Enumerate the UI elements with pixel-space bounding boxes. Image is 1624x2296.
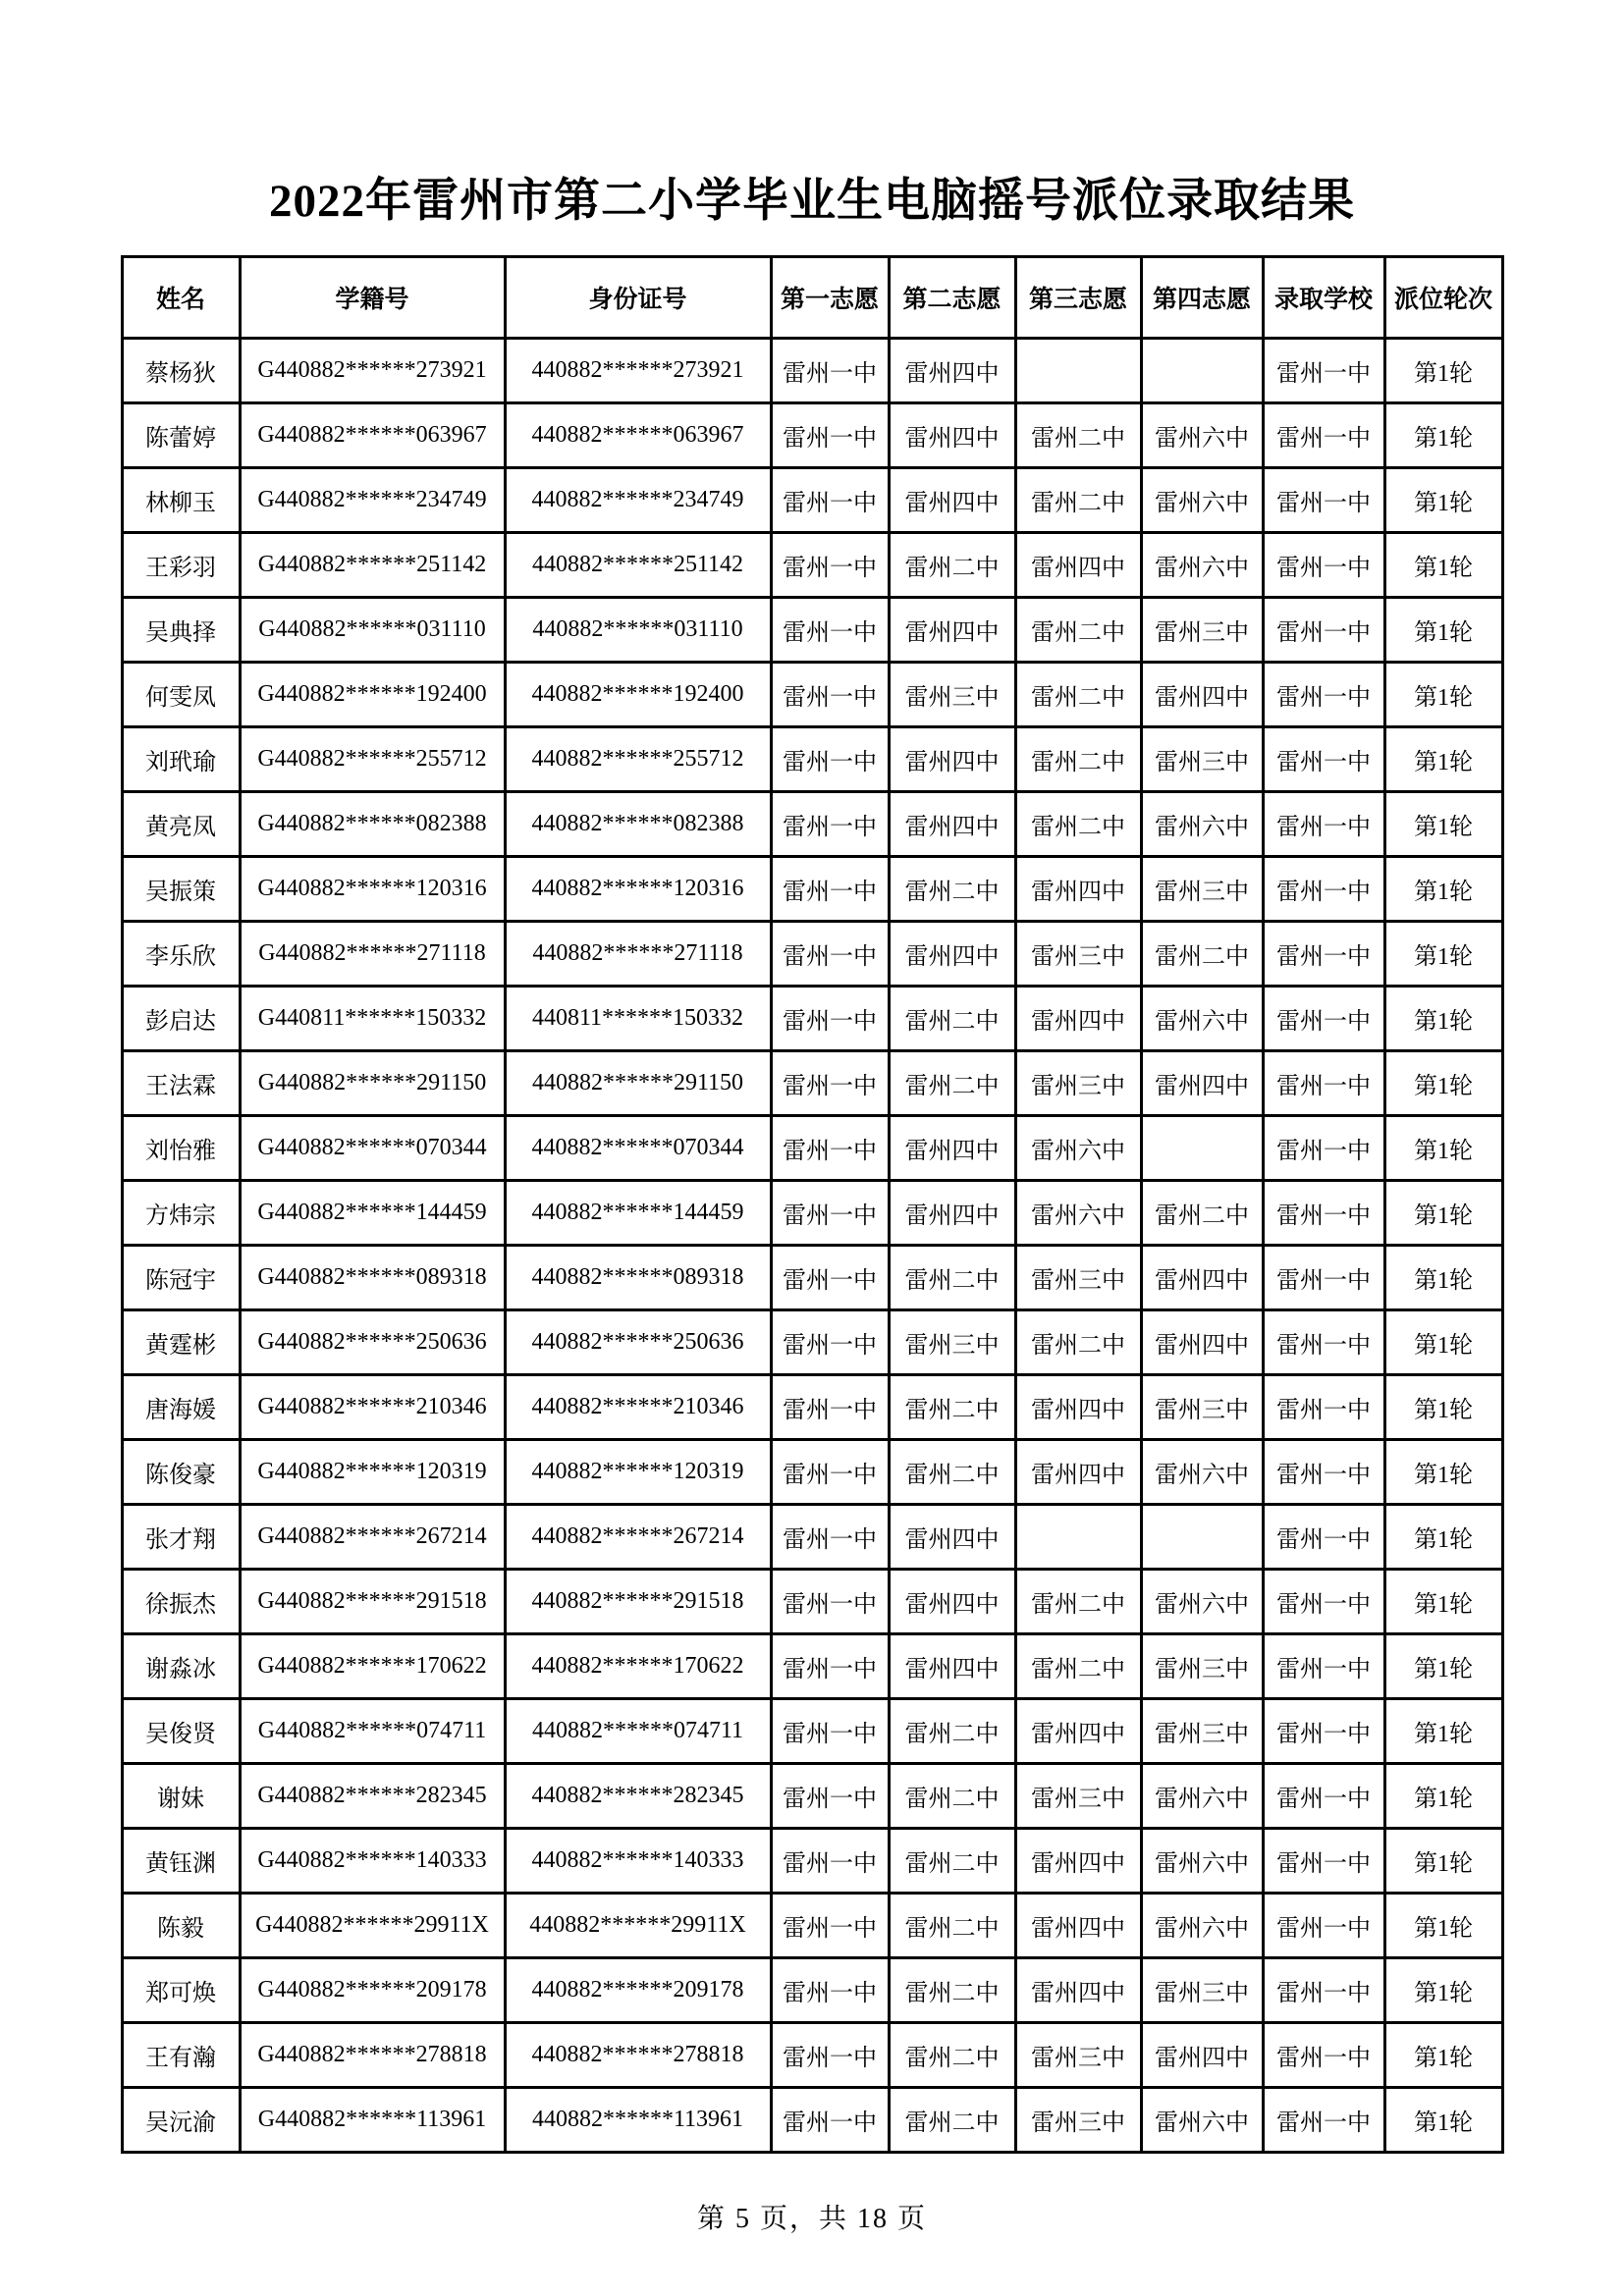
table-cell: 雷州一中 (771, 403, 889, 468)
table-cell: 440882******210346 (505, 1375, 771, 1440)
table-cell: 440882******170622 (505, 1634, 771, 1699)
table-cell: 440882******291518 (505, 1570, 771, 1634)
table-cell: G440882******082388 (240, 792, 505, 857)
table-cell: 第1轮 (1384, 1310, 1502, 1375)
table-cell: 吴振策 (122, 857, 240, 922)
table-row (122, 1699, 1502, 1764)
table-cell: 雷州二中 (1015, 403, 1141, 468)
table-cell: 雷州四中 (1015, 857, 1141, 922)
table-cell: 雷州一中 (1263, 1634, 1384, 1699)
table-cell: 第1轮 (1384, 1505, 1502, 1570)
table-cell: 雷州二中 (1015, 468, 1141, 533)
table-cell: 第1轮 (1384, 598, 1502, 663)
table-cell: 吴典择 (122, 598, 240, 663)
table-cell: 440882******271118 (505, 922, 771, 987)
table-cell: 第1轮 (1384, 1699, 1502, 1764)
table-cell: 雷州二中 (1141, 922, 1263, 987)
table-cell: 440882******234749 (505, 468, 771, 533)
table-cell: 第1轮 (1384, 922, 1502, 987)
table-cell: 雷州四中 (1015, 1829, 1141, 1894)
table-cell: 雷州一中 (1263, 987, 1384, 1051)
table-cell: 440882******031110 (505, 598, 771, 663)
table-row (122, 1310, 1502, 1375)
table-cell: 雷州一中 (1263, 1894, 1384, 1958)
table-cell: 雷州一中 (771, 1181, 889, 1246)
table-cell: 雷州四中 (889, 1570, 1015, 1634)
table-cell: 第1轮 (1384, 857, 1502, 922)
table-cell: 雷州一中 (1263, 339, 1384, 403)
table-cell: 雷州二中 (889, 2023, 1015, 2088)
table-cell (1015, 1505, 1141, 1570)
table-cell: 王彩羽 (122, 533, 240, 598)
table-cell: 雷州一中 (771, 1699, 889, 1764)
table-cell: 雷州一中 (1263, 533, 1384, 598)
table-cell: 雷州一中 (1263, 792, 1384, 857)
table-row (122, 2023, 1502, 2088)
table-cell: 440882******291150 (505, 1051, 771, 1116)
table-cell: 第1轮 (1384, 727, 1502, 792)
table-cell: 雷州二中 (1015, 663, 1141, 727)
table-cell: 雷州三中 (1015, 2023, 1141, 2088)
table-cell: 雷州一中 (771, 727, 889, 792)
table-cell: 雷州四中 (1015, 1440, 1141, 1505)
table-cell: 第1轮 (1384, 1051, 1502, 1116)
table-cell: G440882******074711 (240, 1699, 505, 1764)
table-cell: 雷州四中 (889, 598, 1015, 663)
table-cell: G440882******291150 (240, 1051, 505, 1116)
table-cell: 雷州六中 (1141, 1894, 1263, 1958)
table-cell: 雷州四中 (889, 1634, 1015, 1699)
table-cell: 440882******273921 (505, 339, 771, 403)
table-cell: 第1轮 (1384, 2023, 1502, 2088)
table-cell: G440882******267214 (240, 1505, 505, 1570)
table-cell: 第1轮 (1384, 1246, 1502, 1310)
table-row (122, 598, 1502, 663)
table-cell: 雷州二中 (889, 1958, 1015, 2023)
table-cell: G440882******144459 (240, 1181, 505, 1246)
table-cell: 雷州四中 (889, 1181, 1015, 1246)
table-cell: G440882******031110 (240, 598, 505, 663)
table-cell: 雷州四中 (1015, 1375, 1141, 1440)
table-cell: 陈冠宇 (122, 1246, 240, 1310)
table-cell: 雷州二中 (889, 1829, 1015, 1894)
table-cell: G440811******150332 (240, 987, 505, 1051)
table-row (122, 1958, 1502, 2023)
table-cell: 440882******29911X (505, 1894, 771, 1958)
table-cell: 440882******120319 (505, 1440, 771, 1505)
table-cell: 雷州二中 (889, 1375, 1015, 1440)
table-cell: 雷州二中 (1015, 1570, 1141, 1634)
table-cell: G440882******120319 (240, 1440, 505, 1505)
table-cell: 雷州三中 (1141, 1634, 1263, 1699)
table-cell: 雷州三中 (1015, 922, 1141, 987)
table-cell: 雷州四中 (1015, 1894, 1141, 1958)
table-cell: 第1轮 (1384, 663, 1502, 727)
column-header-choice-4: 第四志愿 (1141, 257, 1263, 339)
table-cell: 440882******082388 (505, 792, 771, 857)
table-cell: 郑可焕 (122, 1958, 240, 2023)
table-cell: G440882******209178 (240, 1958, 505, 2023)
table-row (122, 922, 1502, 987)
table-row (122, 1505, 1502, 1570)
table-cell: 雷州三中 (1141, 598, 1263, 663)
table-cell: 雷州一中 (771, 922, 889, 987)
table-cell: G440882******140333 (240, 1829, 505, 1894)
table-row (122, 1634, 1502, 1699)
table-cell: 黄亮凤 (122, 792, 240, 857)
results-table (121, 255, 1504, 2154)
table-cell: G440882******273921 (240, 339, 505, 403)
table-cell: 第1轮 (1384, 1764, 1502, 1829)
table-row (122, 1894, 1502, 1958)
table-row (122, 663, 1502, 727)
table-row (122, 1764, 1502, 1829)
table-cell: 刘怡雅 (122, 1116, 240, 1181)
table-row (122, 1246, 1502, 1310)
table-cell: 440882******140333 (505, 1829, 771, 1894)
table-cell: 440882******209178 (505, 1958, 771, 2023)
table-row (122, 792, 1502, 857)
table-cell: 雷州一中 (1263, 663, 1384, 727)
table-cell: 440882******267214 (505, 1505, 771, 1570)
table-cell: 雷州二中 (889, 1246, 1015, 1310)
table-cell: 雷州一中 (771, 339, 889, 403)
table-cell: 雷州一中 (1263, 1829, 1384, 1894)
table-cell: 雷州四中 (1015, 533, 1141, 598)
table-cell: G440882******192400 (240, 663, 505, 727)
table-cell: 第1轮 (1384, 1958, 1502, 2023)
table-cell: 第1轮 (1384, 2088, 1502, 2153)
table-row (122, 1051, 1502, 1116)
table-cell: 440882******192400 (505, 663, 771, 727)
table-cell: 第1轮 (1384, 533, 1502, 598)
table-cell: 雷州四中 (889, 339, 1015, 403)
table-cell: 雷州一中 (1263, 1246, 1384, 1310)
table-cell: 雷州三中 (1015, 1764, 1141, 1829)
table-cell: 雷州四中 (1015, 987, 1141, 1051)
table-cell: 雷州六中 (1141, 1570, 1263, 1634)
table-row (122, 727, 1502, 792)
table-cell: 第1轮 (1384, 1829, 1502, 1894)
table-cell: 雷州一中 (771, 1958, 889, 2023)
table-cell: 440882******250636 (505, 1310, 771, 1375)
table-cell: G440882******070344 (240, 1116, 505, 1181)
table-cell: 彭启达 (122, 987, 240, 1051)
table-cell: G440882******063967 (240, 403, 505, 468)
table-cell (1015, 339, 1141, 403)
table-row (122, 468, 1502, 533)
column-header-choice-3: 第三志愿 (1015, 257, 1141, 339)
table-cell: 吴沅渝 (122, 2088, 240, 2153)
column-header-admitted-school: 录取学校 (1263, 257, 1384, 339)
table-cell: 雷州二中 (1015, 598, 1141, 663)
column-header-choice-1: 第一志愿 (771, 257, 889, 339)
table-cell: 雷州四中 (889, 468, 1015, 533)
table-cell: 雷州一中 (1263, 468, 1384, 533)
table-cell: G440882******251142 (240, 533, 505, 598)
table-cell: 黄钰渊 (122, 1829, 240, 1894)
table-cell: 雷州三中 (1015, 1051, 1141, 1116)
table-cell: 黄霆彬 (122, 1310, 240, 1375)
table-cell: G440882******210346 (240, 1375, 505, 1440)
table-cell: 雷州二中 (1015, 1310, 1141, 1375)
table-cell: 雷州一中 (771, 1894, 889, 1958)
table-cell: 440882******282345 (505, 1764, 771, 1829)
table-cell: 440882******113961 (505, 2088, 771, 2153)
table-row (122, 987, 1502, 1051)
table-cell: 雷州一中 (1263, 1051, 1384, 1116)
table-cell: 雷州一中 (1263, 403, 1384, 468)
table-cell: G440882******271118 (240, 922, 505, 987)
table-cell: G440882******250636 (240, 1310, 505, 1375)
table-cell: 第1轮 (1384, 1116, 1502, 1181)
table-cell: 雷州六中 (1141, 1764, 1263, 1829)
table-cell: 雷州二中 (889, 533, 1015, 598)
table-cell: 雷州二中 (1015, 1634, 1141, 1699)
table-cell: 陈毅 (122, 1894, 240, 1958)
table-cell: 第1轮 (1384, 987, 1502, 1051)
table-cell: 雷州一中 (1263, 922, 1384, 987)
table-row (122, 403, 1502, 468)
table-cell: 雷州一中 (771, 1375, 889, 1440)
table-cell: 440882******144459 (505, 1181, 771, 1246)
table-cell: 雷州一中 (1263, 1181, 1384, 1246)
table-cell: 雷州一中 (771, 1051, 889, 1116)
column-header-placement-round: 派位轮次 (1384, 257, 1502, 339)
table-cell: 440882******255712 (505, 727, 771, 792)
table-cell: G440882******113961 (240, 2088, 505, 2153)
table-cell (1141, 1505, 1263, 1570)
table-cell: 雷州一中 (1263, 1570, 1384, 1634)
table-row (122, 1181, 1502, 1246)
table-cell: 雷州四中 (889, 403, 1015, 468)
table-cell: 第1轮 (1384, 403, 1502, 468)
table-cell: 雷州三中 (1141, 1375, 1263, 1440)
table-cell: 雷州二中 (889, 987, 1015, 1051)
table-cell: 雷州一中 (771, 1440, 889, 1505)
table-cell: 雷州一中 (1263, 1375, 1384, 1440)
table-cell: 徐振杰 (122, 1570, 240, 1634)
table-row (122, 2088, 1502, 2153)
table-row (122, 533, 1502, 598)
table-cell: 雷州二中 (889, 1051, 1015, 1116)
table-row (122, 857, 1502, 922)
table-cell: 雷州一中 (771, 1829, 889, 1894)
table-cell: 雷州一中 (771, 1246, 889, 1310)
table-cell: G440882******291518 (240, 1570, 505, 1634)
table-cell: 雷州六中 (1141, 987, 1263, 1051)
table-cell: G440882******278818 (240, 2023, 505, 2088)
table-cell: 雷州四中 (889, 922, 1015, 987)
table-cell: 雷州二中 (1015, 792, 1141, 857)
table-cell: 雷州一中 (1263, 727, 1384, 792)
table-row (122, 1570, 1502, 1634)
table-cell: 陈蕾婷 (122, 403, 240, 468)
table-cell: 第1轮 (1384, 1894, 1502, 1958)
table-cell: 雷州一中 (771, 598, 889, 663)
table-cell: 雷州二中 (889, 2088, 1015, 2153)
table-cell: 雷州一中 (771, 1116, 889, 1181)
table-cell (1141, 339, 1263, 403)
table-cell: 何雯凤 (122, 663, 240, 727)
table-cell: 雷州一中 (771, 857, 889, 922)
table-cell: 雷州一中 (1263, 1310, 1384, 1375)
table-cell: 方炜宗 (122, 1181, 240, 1246)
table-row (122, 1829, 1502, 1894)
table-cell: 雷州二中 (889, 1699, 1015, 1764)
table-cell: 雷州二中 (889, 1440, 1015, 1505)
page-title: 2022年雷州市第二小学毕业生电脑摇号派位录取结果 (269, 176, 1355, 227)
table-cell: 雷州四中 (1015, 1958, 1141, 2023)
table-cell: 王有瀚 (122, 2023, 240, 2088)
table-cell: 440882******278818 (505, 2023, 771, 2088)
table-cell: 雷州一中 (1263, 2088, 1384, 2153)
table-cell: 蔡杨狄 (122, 339, 240, 403)
table-cell: G440882******120316 (240, 857, 505, 922)
table-cell: 第1轮 (1384, 792, 1502, 857)
column-header-choice-2: 第二志愿 (889, 257, 1015, 339)
table-cell: 雷州三中 (1141, 727, 1263, 792)
table-cell: 雷州二中 (1015, 727, 1141, 792)
table-cell: 王法霖 (122, 1051, 240, 1116)
table-row (122, 339, 1502, 403)
table-cell: 雷州一中 (771, 468, 889, 533)
table-cell: 雷州一中 (1263, 857, 1384, 922)
table-cell: 雷州六中 (1015, 1181, 1141, 1246)
table-cell (1141, 1116, 1263, 1181)
table-cell: 雷州二中 (889, 1764, 1015, 1829)
table-cell: 雷州三中 (1141, 1958, 1263, 2023)
table-cell: 440882******063967 (505, 403, 771, 468)
table-cell: 雷州一中 (1263, 1764, 1384, 1829)
table-cell: 林柳玉 (122, 468, 240, 533)
table-row (122, 1116, 1502, 1181)
table-cell: 雷州二中 (889, 857, 1015, 922)
table-cell: 雷州六中 (1141, 2088, 1263, 2153)
table-cell: 吴俊贤 (122, 1699, 240, 1764)
table-cell: 雷州一中 (771, 987, 889, 1051)
table-cell: 雷州三中 (1015, 1246, 1141, 1310)
table-cell: 雷州四中 (1141, 2023, 1263, 2088)
table-cell: 雷州四中 (889, 792, 1015, 857)
table-cell: 雷州六中 (1141, 792, 1263, 857)
table-cell: 第1轮 (1384, 468, 1502, 533)
table-cell: 雷州三中 (889, 663, 1015, 727)
table-cell: 雷州三中 (1141, 1699, 1263, 1764)
table-body (122, 339, 1502, 2153)
table-cell: 440811******150332 (505, 987, 771, 1051)
table-cell: 雷州一中 (1263, 1116, 1384, 1181)
table-cell: 雷州一中 (1263, 1958, 1384, 2023)
table-cell: 440882******070344 (505, 1116, 771, 1181)
table-cell: 雷州一中 (1263, 598, 1384, 663)
table-cell: 雷州一中 (771, 1570, 889, 1634)
table-cell: 雷州一中 (771, 792, 889, 857)
table-row (122, 1440, 1502, 1505)
table-cell: 雷州一中 (1263, 2023, 1384, 2088)
table-cell: 第1轮 (1384, 1375, 1502, 1440)
table-cell: 李乐欣 (122, 922, 240, 987)
table-cell: 雷州一中 (771, 533, 889, 598)
table-cell: G440882******234749 (240, 468, 505, 533)
table-cell: 440882******251142 (505, 533, 771, 598)
table-cell: 雷州一中 (771, 1634, 889, 1699)
table-cell: 440882******120316 (505, 857, 771, 922)
table-cell: 雷州一中 (1263, 1699, 1384, 1764)
table-cell: 雷州六中 (1141, 1440, 1263, 1505)
header-row (122, 257, 1502, 339)
table-cell: 雷州四中 (1141, 1246, 1263, 1310)
table-cell: 雷州一中 (771, 1310, 889, 1375)
table-cell: 雷州六中 (1141, 403, 1263, 468)
table-cell: 雷州一中 (771, 1505, 889, 1570)
table-cell: 张才翔 (122, 1505, 240, 1570)
table-header (122, 257, 1502, 339)
column-header-id-number: 身份证号 (505, 257, 771, 339)
page-number-footer: 第 5 页，共 18 页 (696, 2204, 927, 2234)
table-cell: 雷州四中 (1141, 1310, 1263, 1375)
table-cell: 雷州六中 (1141, 533, 1263, 598)
table-cell: 雷州二中 (1141, 1181, 1263, 1246)
table-cell: 雷州一中 (771, 2088, 889, 2153)
table-cell: 雷州六中 (1015, 1116, 1141, 1181)
table-cell: 第1轮 (1384, 1440, 1502, 1505)
table-cell: 雷州二中 (889, 1894, 1015, 1958)
table-cell: 雷州六中 (1141, 468, 1263, 533)
table-cell: 谢淼冰 (122, 1634, 240, 1699)
table-cell: 雷州四中 (1015, 1699, 1141, 1764)
table-cell: 雷州一中 (771, 1764, 889, 1829)
table-cell: 唐海媛 (122, 1375, 240, 1440)
table-cell: 雷州一中 (1263, 1505, 1384, 1570)
table-cell: 雷州六中 (1141, 1829, 1263, 1894)
table-cell: 第1轮 (1384, 1181, 1502, 1246)
table-cell: 440882******074711 (505, 1699, 771, 1764)
table-cell: 雷州四中 (889, 1116, 1015, 1181)
table-cell: G440882******29911X (240, 1894, 505, 1958)
table-cell: G440882******089318 (240, 1246, 505, 1310)
table-cell: G440882******170622 (240, 1634, 505, 1699)
table-cell: 440882******089318 (505, 1246, 771, 1310)
table-cell: G440882******282345 (240, 1764, 505, 1829)
column-header-student-id: 学籍号 (240, 257, 505, 339)
table-cell: 雷州三中 (1015, 2088, 1141, 2153)
table-cell: 雷州三中 (889, 1310, 1015, 1375)
table-cell: G440882******255712 (240, 727, 505, 792)
table-cell: 谢妹 (122, 1764, 240, 1829)
table-cell: 雷州四中 (1141, 663, 1263, 727)
table-cell: 雷州一中 (1263, 1440, 1384, 1505)
table-cell: 雷州三中 (1141, 857, 1263, 922)
table-cell: 雷州一中 (771, 663, 889, 727)
table-cell: 雷州一中 (771, 2023, 889, 2088)
table-cell: 第1轮 (1384, 1570, 1502, 1634)
table-cell: 刘玳瑜 (122, 727, 240, 792)
table-cell: 第1轮 (1384, 339, 1502, 403)
table-row (122, 1375, 1502, 1440)
column-header-name: 姓名 (122, 257, 240, 339)
table-cell: 雷州四中 (889, 1505, 1015, 1570)
table-cell: 第1轮 (1384, 1634, 1502, 1699)
table-cell: 雷州四中 (889, 727, 1015, 792)
table-cell: 雷州四中 (1141, 1051, 1263, 1116)
table-cell: 陈俊豪 (122, 1440, 240, 1505)
